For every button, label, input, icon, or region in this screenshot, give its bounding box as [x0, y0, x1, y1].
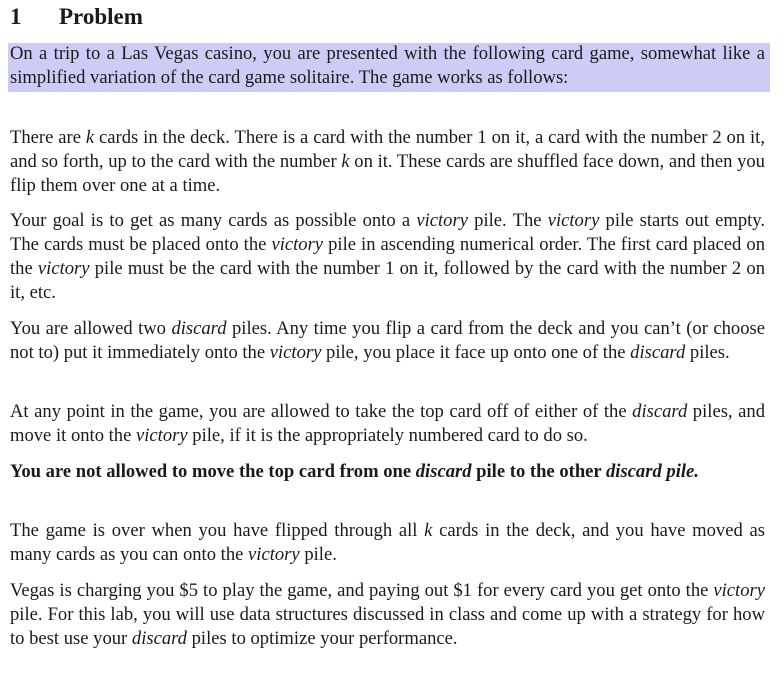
paragraph-restriction: You are not allowed to move the top card from one discard pile to the other discard pile.: [10, 461, 699, 482]
section-heading: [10, 4, 143, 30]
section-number: 1: [10, 4, 22, 29]
paragraph-goal: Your goal is to get as many cards as possible onto a victory pile. The victory pile starts out empty. The cards must be placed onto the victory pile in ascending numerical order. The first card placed on the victory pile must be the card with the number 1 on it, followed by the card with the number 2 on it, etc.: [10, 210, 766, 303]
section-title: Problem: [59, 4, 143, 29]
paragraph-game-over: The game is over when you have flipped through all k cards in the deck, and you have moved as many cards as you can onto the victory pile.: [10, 520, 765, 565]
paragraph-payout: Vegas is charging you $5 to play the game, and paying out $1 for every card you get onto the victory pile. For this lab, you will use data structures discussed in class and come up with a strategy for how to best use your discard piles to optimize your performance.: [10, 580, 765, 649]
paragraph-discard-piles: You are allowed two discard piles. Any time you flip a card from the deck and you can’t (or choose not to) put it immediately onto the victory pile, you place it face up onto one of the discard piles.: [10, 318, 765, 363]
intro-paragraph[interactable]: On a trip to a Las Vegas casino, you are presented with the following card game, somewhat like a simplified variation of the card game solitaire. The game works as follows:: [10, 43, 765, 88]
paragraph-move-rule: At any point in the game, you are allowed to take the top card off of either of the discard piles, and move it onto the victory pile, if it is the appropriately numbered card to do so.: [10, 401, 765, 446]
paragraph-deck: There are k cards in the deck. There is a card with the number 1 on it, a card with the number 2 on it, and so forth, up to the card with the number k on it. These cards are shuffled face down, and then you flip them over one at a time.: [10, 127, 766, 196]
